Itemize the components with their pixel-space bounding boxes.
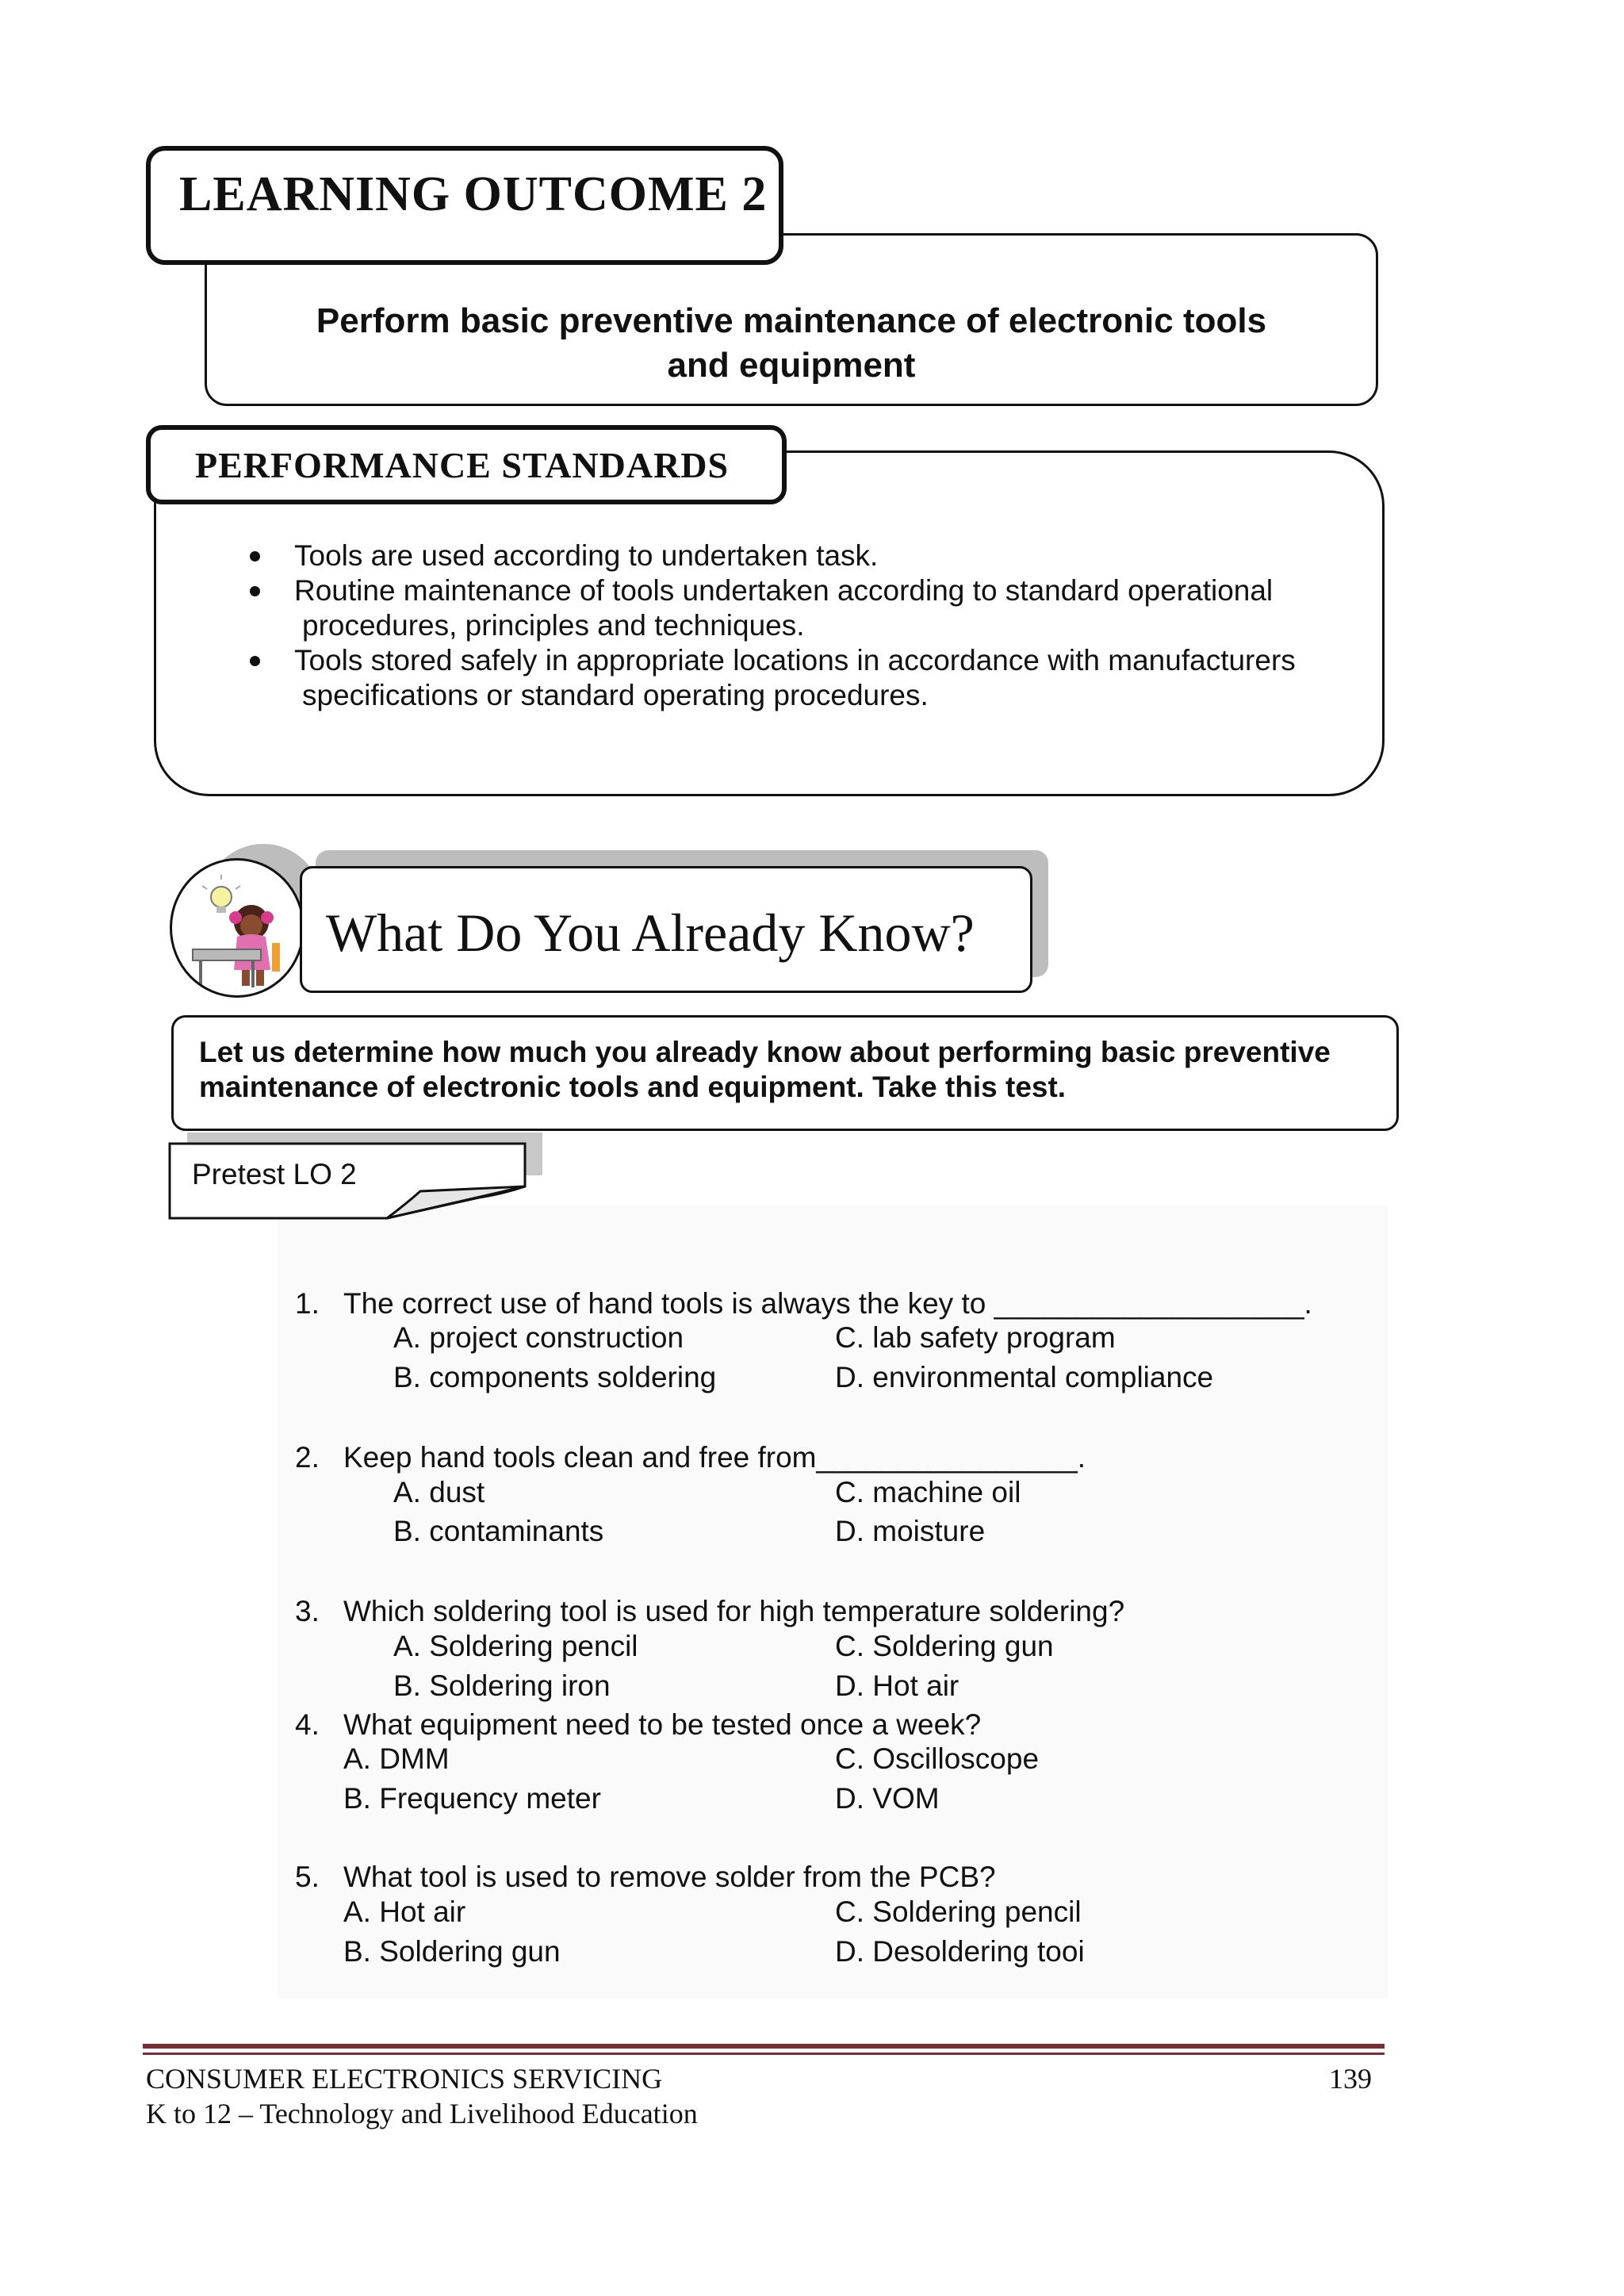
instructions-text: Let us determine how much you already know about performing basic preventive maintenance of electronic tools and equipment. Take this test. bbox=[199, 1036, 1331, 1103]
answer-option: C. Oscilloscope bbox=[835, 1742, 1040, 1775]
performance-standards-title: PERFORMANCE STANDARDS bbox=[195, 445, 730, 485]
answer-option: C. lab safety program bbox=[835, 1321, 1116, 1354]
question-number: 2. bbox=[295, 1441, 320, 1474]
learning-outcome-title: LEARNING OUTCOME 2 bbox=[179, 167, 768, 221]
instructions-box bbox=[171, 1015, 1399, 1131]
section-title: What Do You Already Know? bbox=[326, 903, 975, 963]
answer-option: A. DMM bbox=[343, 1742, 450, 1775]
answer-option: B. Soldering gun bbox=[343, 1935, 561, 1968]
student-at-desk-icon bbox=[170, 858, 304, 998]
footer-divider bbox=[143, 2053, 1385, 2055]
list-item: Tools are used according to undertaken task. bbox=[250, 539, 1360, 573]
question-text: What tool is used to remove solder from the PCB? bbox=[343, 1861, 996, 1893]
answer-option: B. components soldering bbox=[393, 1361, 717, 1393]
answer-option: B. Frequency meter bbox=[343, 1782, 601, 1815]
list-item: Routine maintenance of tools undertaken according to standard operational procedures, principles and techniques. bbox=[250, 573, 1360, 643]
answer-option: A. Soldering pencil bbox=[393, 1630, 638, 1662]
question-number: 1. bbox=[295, 1287, 320, 1320]
answer-option: A. Hot air bbox=[343, 1895, 466, 1928]
performance-standards-title-box bbox=[146, 425, 787, 504]
answer-option: B. contaminants bbox=[393, 1515, 604, 1547]
footer-subtitle: K to 12 – Technology and Livelihood Education bbox=[146, 2098, 698, 2129]
page-number: 139 bbox=[1329, 2063, 1372, 2095]
footer-course: CONSUMER ELECTRONICS SERVICING bbox=[146, 2063, 663, 2095]
learning-outcome-description: Perform basic preventive maintenance of electronic tools and equipment bbox=[316, 301, 1267, 385]
answer-option: D. environmental compliance bbox=[835, 1361, 1214, 1393]
answer-option: A. dust bbox=[393, 1476, 485, 1508]
answer-option: D. Hot air bbox=[835, 1669, 959, 1702]
answer-option: D. Desoldering tooi bbox=[835, 1935, 1085, 1968]
answer-option: C. machine oil bbox=[835, 1476, 1021, 1508]
question-text: Which soldering tool is used for high temperature soldering? bbox=[343, 1595, 1125, 1627]
answer-option: C. Soldering gun bbox=[835, 1630, 1054, 1662]
performance-standards-list bbox=[250, 539, 1360, 713]
question-number: 5. bbox=[295, 1861, 320, 1893]
question-text: What equipment need to be tested once a week? bbox=[343, 1708, 982, 1741]
question-text: The correct use of hand tools is always the key to ___________________. bbox=[343, 1287, 1312, 1320]
answer-option: D. VOM bbox=[835, 1782, 940, 1815]
list-item: Tools stored safely in appropriate locations in accordance with manufacturers specifications or standard operating procedures. bbox=[250, 643, 1360, 713]
question-text: Keep hand tools clean and free from________________. bbox=[343, 1441, 1086, 1474]
footer-divider bbox=[143, 2044, 1385, 2049]
question-number: 4. bbox=[295, 1708, 320, 1741]
answer-option: C. Soldering pencil bbox=[835, 1895, 1082, 1928]
learning-outcome-title-box bbox=[146, 146, 783, 265]
pretest-label: Pretest LO 2 bbox=[192, 1158, 357, 1190]
answer-option: A. project construction bbox=[393, 1321, 684, 1354]
what-do-you-know-box bbox=[300, 866, 1032, 993]
question-number: 3. bbox=[295, 1595, 320, 1627]
answer-option: B. Soldering iron bbox=[393, 1669, 611, 1702]
answer-option: D. moisture bbox=[835, 1515, 986, 1547]
